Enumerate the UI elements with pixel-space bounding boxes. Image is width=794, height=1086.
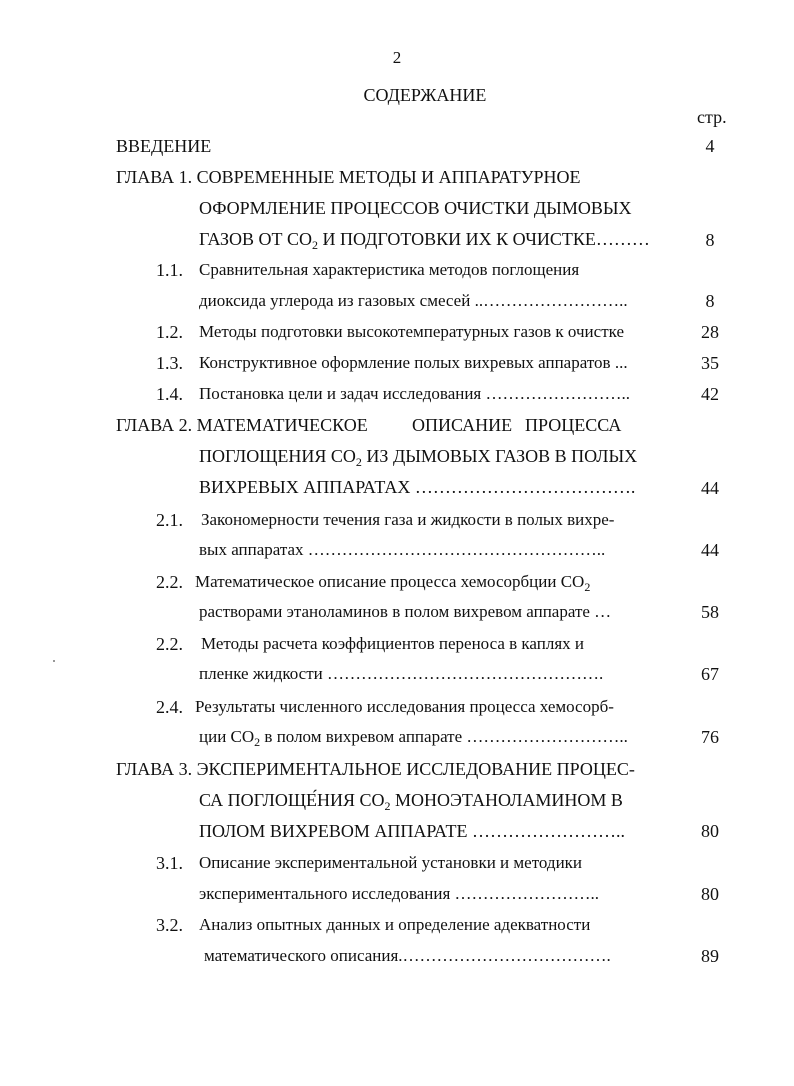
toc-page-section-3-2: 89 — [701, 946, 719, 966]
toc-entry-intro: ВВЕДЕНИЕ — [116, 136, 212, 156]
toc-chapter-3-line-2: СА ПОГЛОЩЕ́НИЯ $СО_2$ МОНОЭТАНОЛАМИНОМ В — [199, 790, 623, 813]
toc-section-3-1-line-2: экспериментального исследования …………………….. — [199, 884, 600, 903]
page-number: 2 — [392, 48, 402, 67]
toc-section-1-1-line-2: диоксида углерода из газовых смесей ..…………………….. — [199, 291, 628, 310]
toc-page-chapter-3: 80 — [701, 821, 719, 841]
toc-chapter-1-line-1: ГЛАВА 1. СОВРЕМЕННЫЕ МЕТОДЫ И АППАРАТУРНОЕ — [116, 167, 581, 187]
toc-page-section-3-1: 80 — [701, 884, 719, 904]
toc-section-3-1-line-1: Описание экспериментальной установки и методики — [199, 853, 583, 872]
toc-section-3-2-line-2: математического описания.………………………………. — [204, 946, 611, 965]
toc-page-section-1-3: 35 — [701, 353, 719, 373]
toc-chapter-2-line-1a: ГЛАВА 2. МАТЕМАТИЧЕСКОЕ — [116, 415, 368, 435]
page-title: СОДЕРЖАНИЕ — [363, 85, 487, 105]
page-column-label: стр. — [697, 107, 727, 127]
toc-section-number: 1.2. — [156, 322, 183, 342]
toc-page-section-2-1: 44 — [701, 540, 719, 560]
toc-section-number: 1.1. — [156, 260, 183, 280]
toc-section-number: 2.1. — [156, 510, 183, 530]
toc-page-intro: 4 — [705, 136, 715, 156]
toc-page-section-2-2: 58 — [701, 602, 719, 622]
toc-chapter-2-line-1c: ПРОЦЕССА — [525, 415, 622, 435]
toc-section-number: 2.2. — [156, 634, 183, 654]
toc-page-chapter-2: 44 — [701, 478, 719, 498]
toc-section-2-2-line-1: Математическое описание процесса хемосорбции $СО_2$ — [195, 572, 591, 594]
toc-page-section-2-3: 67 — [701, 664, 719, 684]
toc-section-2-3-line-1: Методы расчета коэффициентов переноса в каплях и — [201, 634, 585, 653]
toc-section-2-1-line-1: Закономерности течения газа и жидкости в полых вихре- — [201, 510, 615, 529]
toc-chapter-2-line-1b: ОПИСАНИЕ — [412, 415, 513, 435]
toc-section-2-1-line-2: вых аппаратах …………………………………………….. — [199, 540, 606, 559]
toc-section-number: 1.3. — [156, 353, 183, 373]
toc-section-1-2-line-1: Методы подготовки высокотемпературных газов к очистке — [199, 322, 624, 341]
toc-section-1-4-line-1: Постановка цели и задач исследования …………………….. — [199, 384, 631, 403]
toc-section-number: 3.2. — [156, 915, 183, 935]
toc-section-2-4-line-2: ции $СО_2$ в полом вихревом аппарате ……………………….. — [199, 727, 628, 749]
toc-section-number: 2.2. — [156, 572, 183, 592]
toc-chapter-3-line-1: ГЛАВА 3. ЭКСПЕРИМЕНТАЛЬНОЕ ИССЛЕДОВАНИЕ ПРОЦЕС- — [116, 759, 635, 779]
toc-chapter-2-line-2: ПОГЛОЩЕНИЯ $СО_2$ ИЗ ДЫМОВЫХ ГАЗОВ В ПОЛЫХ — [199, 446, 638, 469]
toc-section-number: 3.1. — [156, 853, 183, 873]
toc-page-section-1-2: 28 — [701, 322, 719, 342]
toc-page-section-1-1: 8 — [705, 291, 715, 311]
toc-page-chapter-1: 8 — [705, 230, 715, 250]
toc-section-2-3-line-2: пленке жидкости …………………………………………. — [199, 664, 604, 683]
toc-section-2-4-line-1: Результаты численного исследования процесса хемосорб- — [195, 697, 614, 716]
toc-chapter-3-line-3: ПОЛОМ ВИХРЕВОМ АППАРАТЕ …………………….. — [199, 821, 625, 841]
toc-section-number: 2.4. — [156, 697, 183, 717]
toc-chapter-2-line-3: ВИХРЕВЫХ АППАРАТАХ ………………………………. — [199, 477, 636, 497]
scan-speck — [53, 660, 55, 662]
toc-chapter-1-line-3: ГАЗОВ ОТ $СО_2$ И ПОДГОТОВКИ ИХ К ОЧИСТКЕ……… — [199, 229, 650, 252]
toc-section-2-2-line-2: растворами этаноламинов в полом вихревом аппарате … — [199, 602, 612, 621]
toc-section-number: 1.4. — [156, 384, 183, 404]
toc-section-1-1-line-1: Сравнительная характеристика методов поглощения — [199, 260, 580, 279]
toc-section-3-2-line-1: Анализ опытных данных и определение адекватности — [199, 915, 591, 934]
toc-section-1-3-line-1: Конструктивное оформление полых вихревых аппаратов ... — [199, 353, 628, 372]
toc-page-section-1-4: 42 — [701, 384, 719, 404]
toc-chapter-1-line-2: ОФОРМЛЕНИЕ ПРОЦЕССОВ ОЧИСТКИ ДЫМОВЫХ — [199, 198, 632, 218]
toc-page-section-2-4: 76 — [701, 727, 719, 747]
